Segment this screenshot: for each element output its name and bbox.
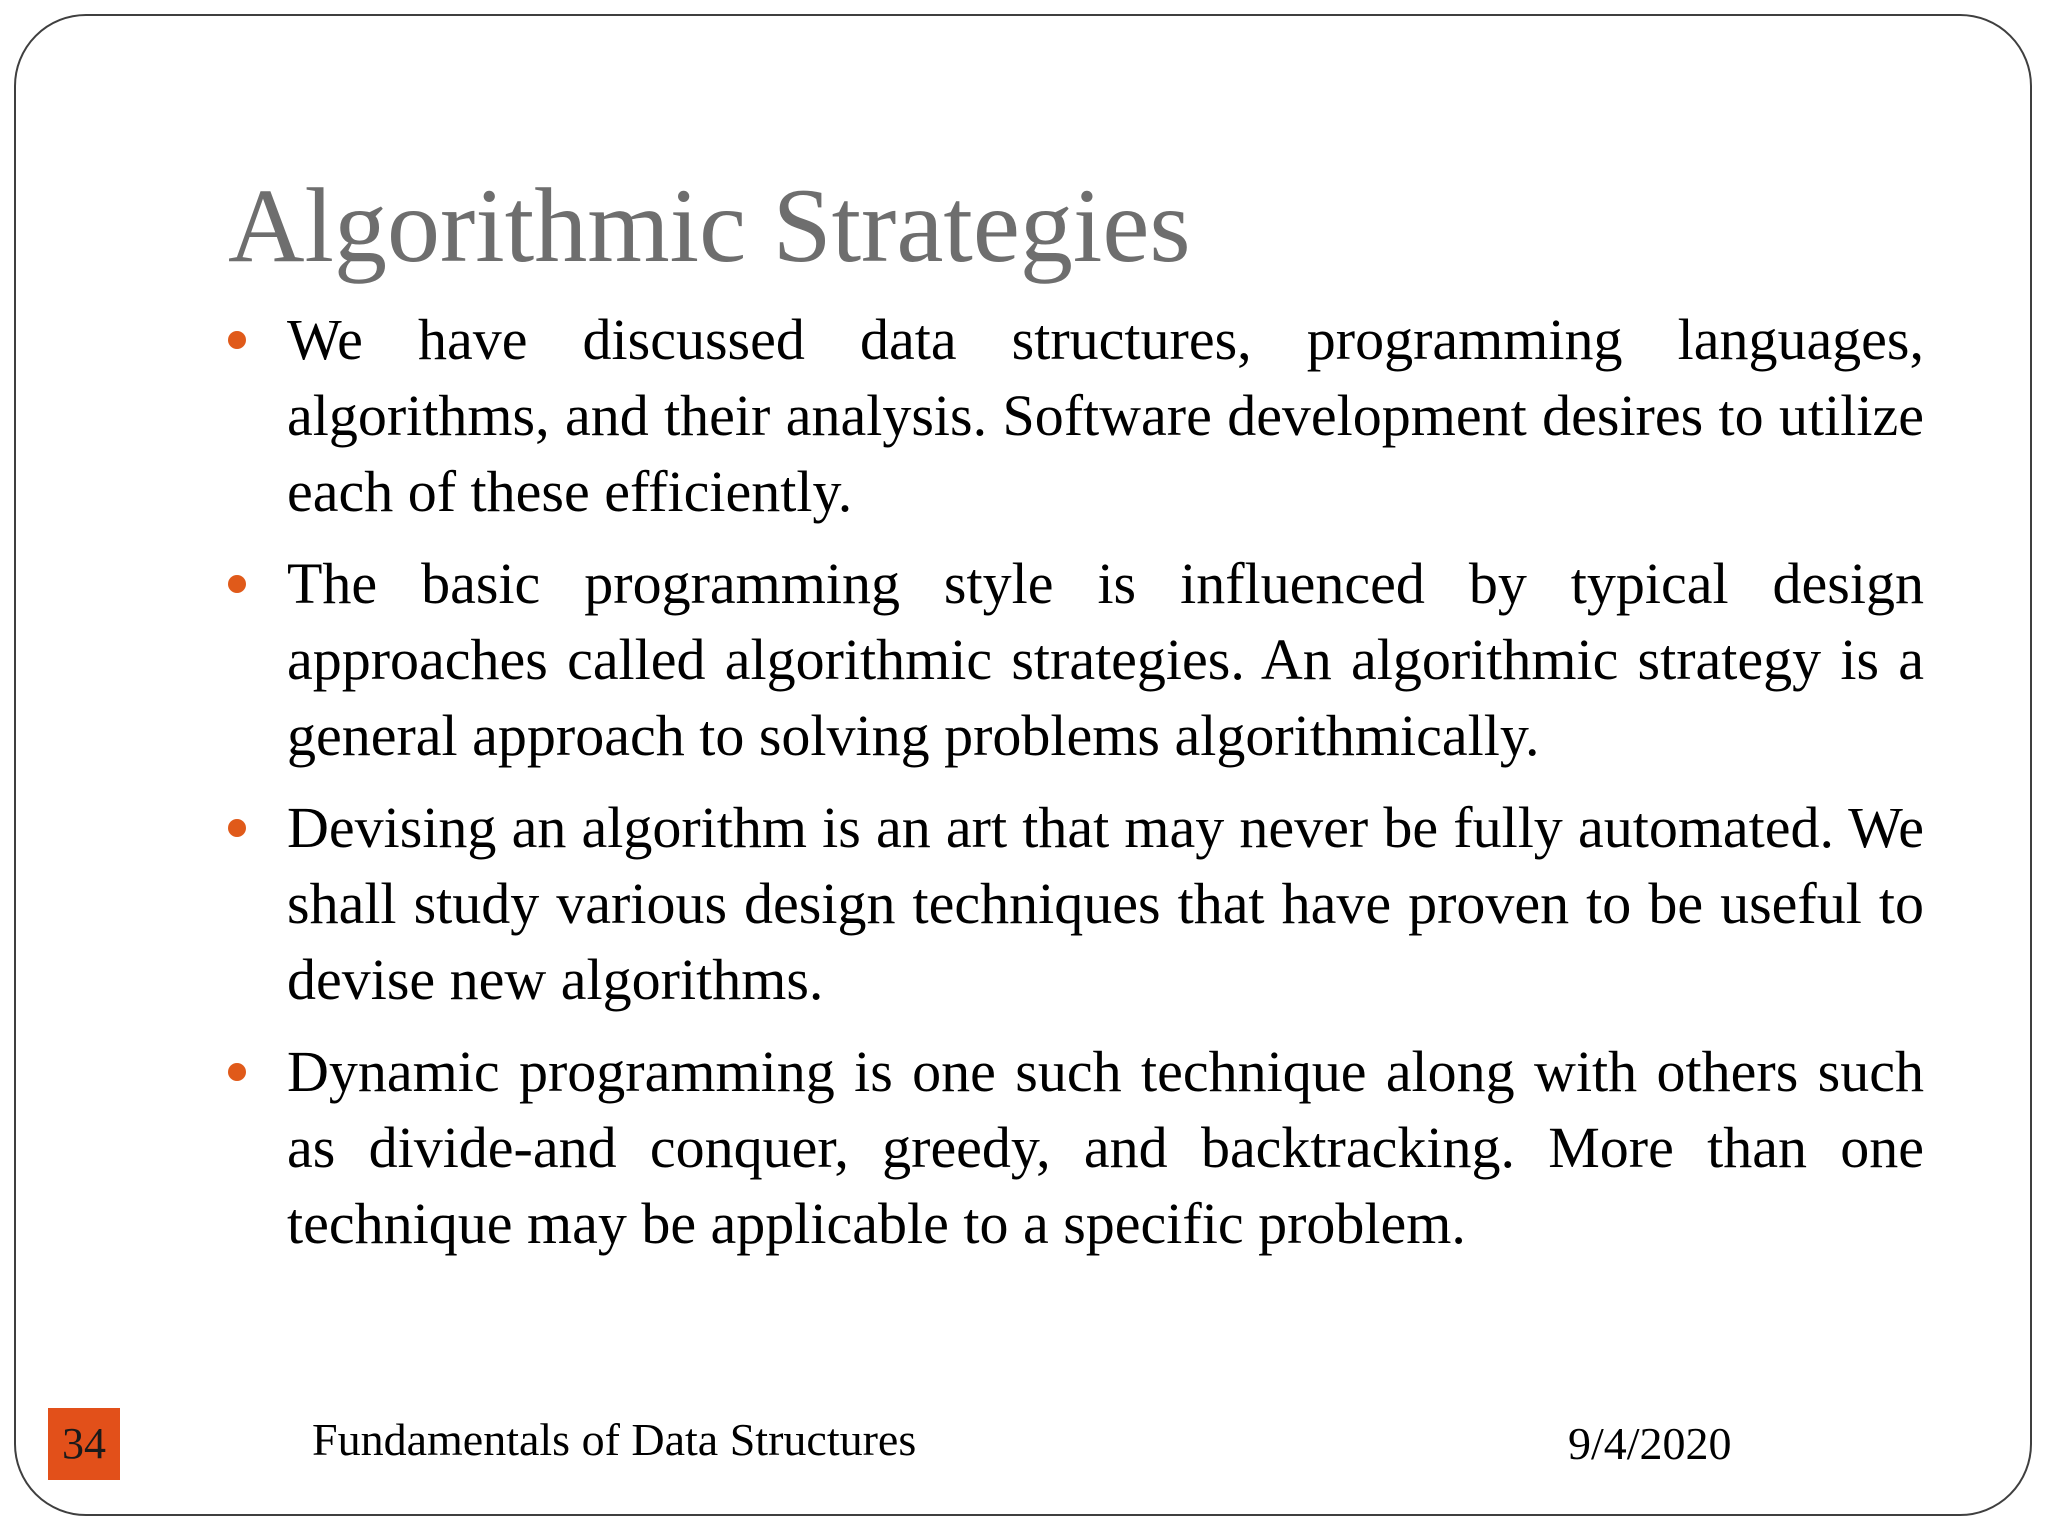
bullet-text: The basic programming style is influenced by typical design approaches called algorithmic strategies. An algorithmic strategy is a general approach to solving problems algorithmically. — [287, 551, 1924, 768]
bullet-dot-icon — [228, 819, 246, 837]
bullet-text: Dynamic programming is one such technique along with others such as divide-and conquer, greedy, and backtracking. More than one technique may be applicable to a specific problem. — [287, 1039, 1924, 1256]
slide-title: Algorithmic Strategies — [228, 167, 1191, 284]
bullet-text: Devising an algorithm is an art that may never be fully automated. We shall study various design techniques that have proven to be useful to devise new algorithms. — [287, 795, 1924, 1012]
bullet-list — [287, 302, 1924, 1278]
bullet-item — [287, 546, 1924, 774]
footer-course-title: Fundamentals of Data Structures — [312, 1414, 917, 1465]
bullet-item — [287, 1034, 1924, 1262]
bullet-item — [287, 790, 1924, 1018]
bullet-dot-icon — [228, 575, 246, 593]
bullet-item — [287, 302, 1924, 530]
page-number-badge: 34 — [48, 1408, 120, 1480]
footer-date: 9/4/2020 — [1568, 1418, 1732, 1469]
bullet-dot-icon — [228, 331, 246, 349]
bullet-dot-icon — [228, 1063, 246, 1081]
bullet-text: We have discussed data structures, programming languages, algorithms, and their analysis. Software development desires to utilize each of these efficiently. — [287, 307, 1924, 524]
